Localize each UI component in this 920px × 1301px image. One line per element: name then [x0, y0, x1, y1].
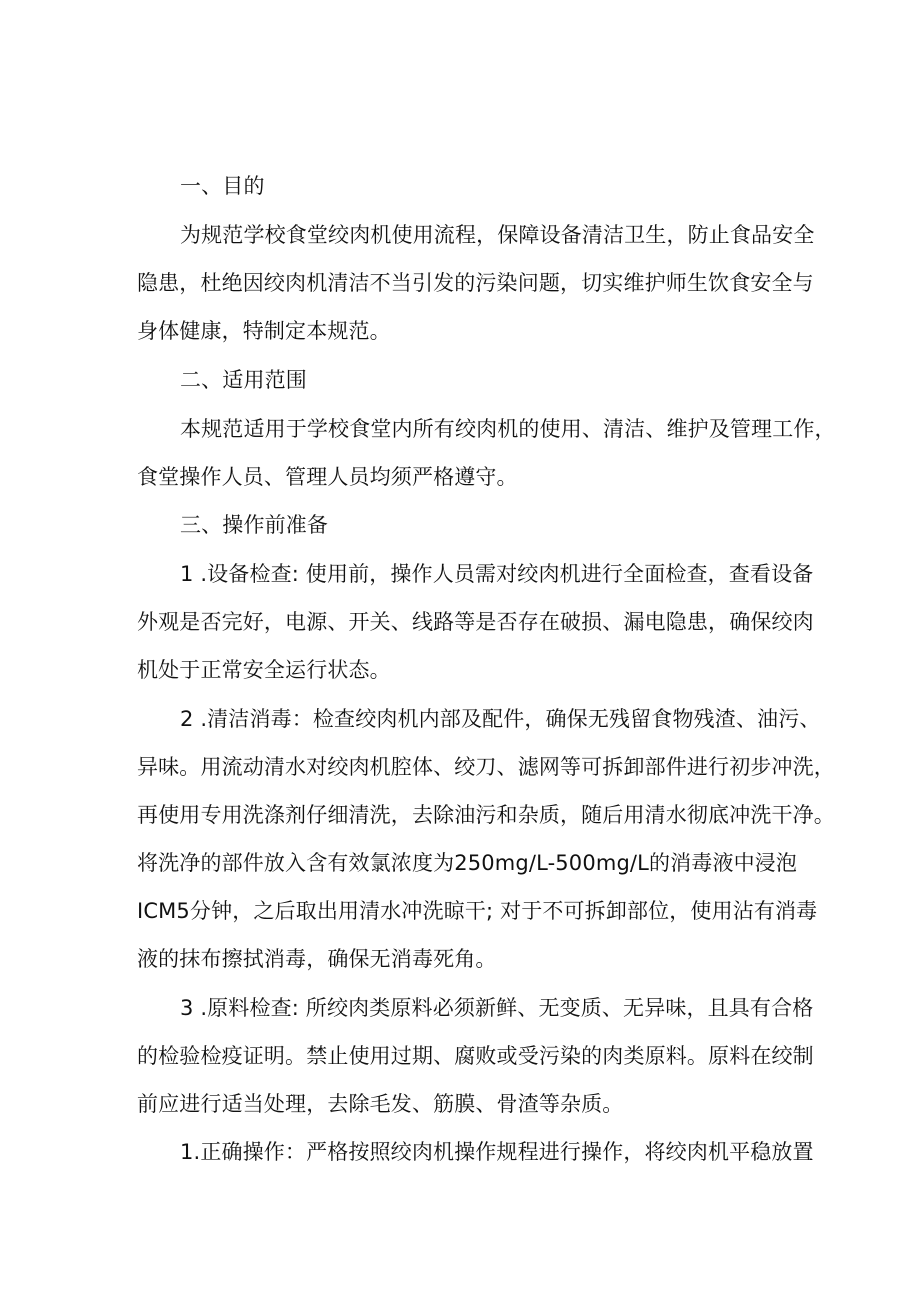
scope-paragraph-line-2: 食堂操作人员、管理人员均须严格遵守。: [137, 465, 518, 489]
purpose-paragraph-line-1: 为规范学校食堂绞肉机使用流程，保障设备清洁卫生，防止食品安全: [180, 223, 815, 247]
item-3-line-3: 前应进行适当处理，去除毛发、筋膜、骨渣等杂质。: [137, 1092, 624, 1116]
item-2-line-2: 异味。用流动清水对绞肉机腔体、绞刀、滤网等可拆卸部件进行初步冲洗，: [137, 755, 835, 779]
item-3-line-2: 的检验检疫证明。禁止使用过期、腐败或受污染的肉类原料。原料在绞制: [137, 1044, 814, 1068]
item-2-line-6: 液的抹布擦拭消毒，确保无消毒死角。: [137, 947, 497, 971]
item-2-line-3: 再使用专用洗涤剂仔细清洗，去除油污和杂质，随后用清水彻底冲洗干净。: [137, 803, 835, 827]
item-2-line-1: 2 .清洁消毒：检查绞肉机内部及配件，确保无残留食物残渣、油污、: [180, 707, 821, 731]
heading-scope: 二、适用范围: [180, 368, 307, 392]
scope-paragraph-line-1: 本规范适用于学校食堂内所有绞肉机的使用、清洁、维护及管理工作，: [180, 417, 836, 441]
item-1-line-3: 机处于正常安全运行状态。: [137, 658, 391, 682]
purpose-paragraph-line-3: 身体健康，特制定本规范。: [137, 319, 391, 343]
item-3-line-1: 3 .原料检查: 所绞肉类原料必须新鲜、无变质、无异味，且具有合格: [180, 996, 814, 1020]
heading-purpose: 一、目的: [180, 174, 265, 198]
purpose-paragraph-line-2: 隐患，杜绝因绞肉机清洁不当引发的污染问题，切实维护师生饮食安全与: [137, 271, 814, 295]
item-1-line-1: 1 .设备检查: 使用前，操作人员需对绞肉机进行全面检查，查看设备: [180, 562, 814, 586]
item-2-line-4: 将洗净的部件放入含有效氯浓度为250mg∕L-500mg∕L的消毒液中浸泡: [137, 851, 798, 875]
item-4-line-1: 1.正确操作：严格按照绞肉机操作规程进行操作，将绞肉机平稳放置: [180, 1140, 814, 1164]
item-1-line-2: 外观是否完好，电源、开关、线路等是否存在破损、漏电隐患，确保绞肉: [137, 610, 814, 634]
heading-preparation: 三、操作前准备: [180, 513, 329, 537]
item-2-line-5: ICM5分钟，之后取出用清水冲洗晾干; 对于不可拆卸部位，使用沾有消毒: [137, 899, 818, 923]
